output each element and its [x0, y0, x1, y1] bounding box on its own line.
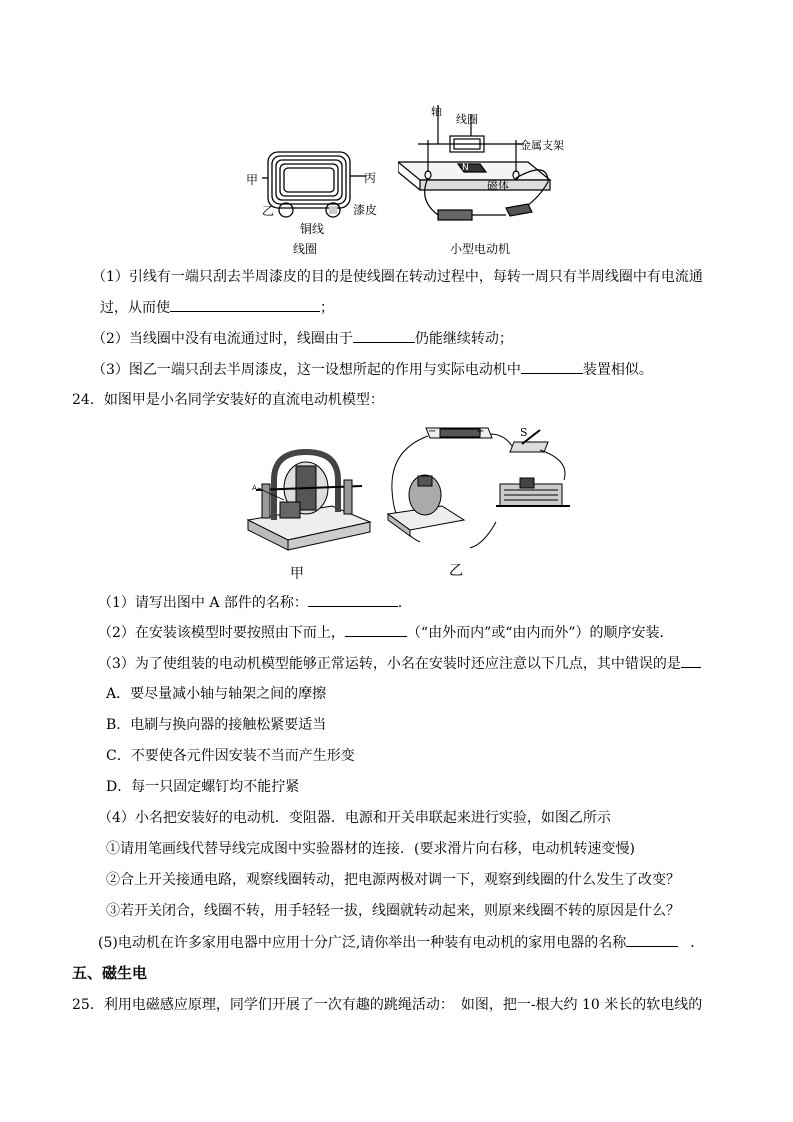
copper-wire-end: [279, 203, 293, 217]
q24-option-c: C．不要使各元件因安装不当而产生形变: [106, 748, 355, 764]
q23-part1-line1: （1）引线有一端只刮去半周漆皮的目的是使线圈在转动过程中，每转一周只有半周线圈中有电流通: [92, 269, 703, 285]
q23-part3: （3）图乙一端只刮去半周漆皮，这一设想所起的作用与实际电动机中 装置相似。: [92, 359, 653, 380]
q24-part3: （3）为了使组装的电动机模型能够正常运转，小名在安装时还应注意以下几点，其中错误的是: [98, 653, 701, 674]
small-motor-figure: [398, 100, 568, 240]
answer-blank-6[interactable]: [681, 653, 701, 668]
part-a-label: A: [252, 484, 257, 492]
q23-part1-line2: 过，从而使 ；: [100, 297, 334, 318]
shaft-support-right: [344, 480, 352, 514]
fig-yi-caption: 乙: [449, 563, 463, 579]
q24-part4: （4）小名把安装好的电动机．变阻器．电源和开关串联起来进行实验，如图乙所示: [98, 810, 611, 826]
wire-bottom: [470, 522, 496, 548]
motor-label-axis: 轴: [431, 105, 442, 118]
q24-option-a: A．要尽量减小轴与轴架之间的摩擦: [106, 686, 327, 702]
brush-holder: [280, 502, 300, 518]
q24-part1: （1）请写出图中 A 部件的名称： ．: [98, 592, 412, 613]
q24-sub1: ①请用笔画线代替导线完成图中实验器材的连接．(要求滑片向右移，电动机转速变慢): [106, 841, 635, 857]
magnet-n-text: N: [462, 163, 469, 173]
section-heading: 五、磁生电: [72, 964, 148, 982]
circuit-figure: [380, 420, 580, 560]
motor-base-front: [420, 180, 550, 190]
coil-turn-inner: [284, 168, 334, 192]
motor-label-coil: 线圈: [456, 113, 478, 126]
motor-label-magnet: 磁体: [487, 179, 509, 192]
answer-blank-3[interactable]: [521, 359, 583, 374]
wire-top: [490, 434, 512, 446]
q23-part2: （2）当线圈中没有电流通过时，线圈由于 仍能继续转动；: [92, 328, 513, 349]
coil-caption: 线圈: [293, 242, 318, 256]
answer-blank-2[interactable]: [353, 328, 415, 343]
answer-blank-7[interactable]: [626, 932, 678, 947]
q24-option-b: B．电刷与换向器的接触松紧要适当: [106, 717, 327, 733]
coil-label-jia: 甲: [246, 173, 259, 187]
battery-plus: +: [476, 426, 485, 437]
shaft-support-left: [262, 484, 270, 518]
q24-sub2: ②合上开关接通电路，观察线圈转动，把电源两极对调一下，观察到线圈的什么发生了改变？: [106, 872, 680, 888]
coil-label-lacquer: 漆皮: [353, 203, 378, 217]
q25-stem: 25．利用电磁感应原理，同学们开展了一次有趣的跳绳活动： 如图，把一-根大约 10 米长的软电线的: [72, 997, 703, 1013]
battery-minus: −: [428, 426, 437, 437]
q24-part2: （2）在安装该模型时要按照由下而上， （“由外而内”或“由内而外”）的顺序安装．: [98, 622, 674, 643]
q24-part5: (5)电动机在许多家用电器中应用十分广泛,请你举出一种装有电动机的家用电器的名称 ．: [98, 932, 704, 953]
slider: [520, 478, 534, 488]
q24-option-d: D．每一只固定螺钉均不能拧紧: [106, 779, 300, 795]
switch-s-label: S: [520, 426, 528, 439]
answer-blank-5[interactable]: [345, 622, 407, 637]
motor-caption: 小型电动机: [450, 242, 511, 256]
coil-label-bing: 丙: [364, 171, 377, 185]
q24-stem: 24．如图甲是小名同学安装好的直流电动机模型：: [72, 392, 384, 408]
dc-motor-model-figure: [244, 440, 372, 560]
coil-label-yi: 乙: [262, 204, 275, 218]
battery: [438, 210, 472, 220]
motor-label-bracket: 金属支架: [520, 139, 564, 152]
fig-jia-caption: 甲: [290, 566, 304, 582]
switch: [506, 204, 532, 216]
q24-sub3: ③若开关闭合，线圈不转，用手轻轻一拔，线圈就转动起来，则原来线圈不转的原因是什么？: [106, 903, 680, 919]
answer-blank-1[interactable]: [170, 297, 320, 312]
coil-label-copper: 铜线: [300, 222, 325, 236]
wire-right: [540, 450, 565, 480]
answer-blank-4[interactable]: [308, 592, 398, 607]
